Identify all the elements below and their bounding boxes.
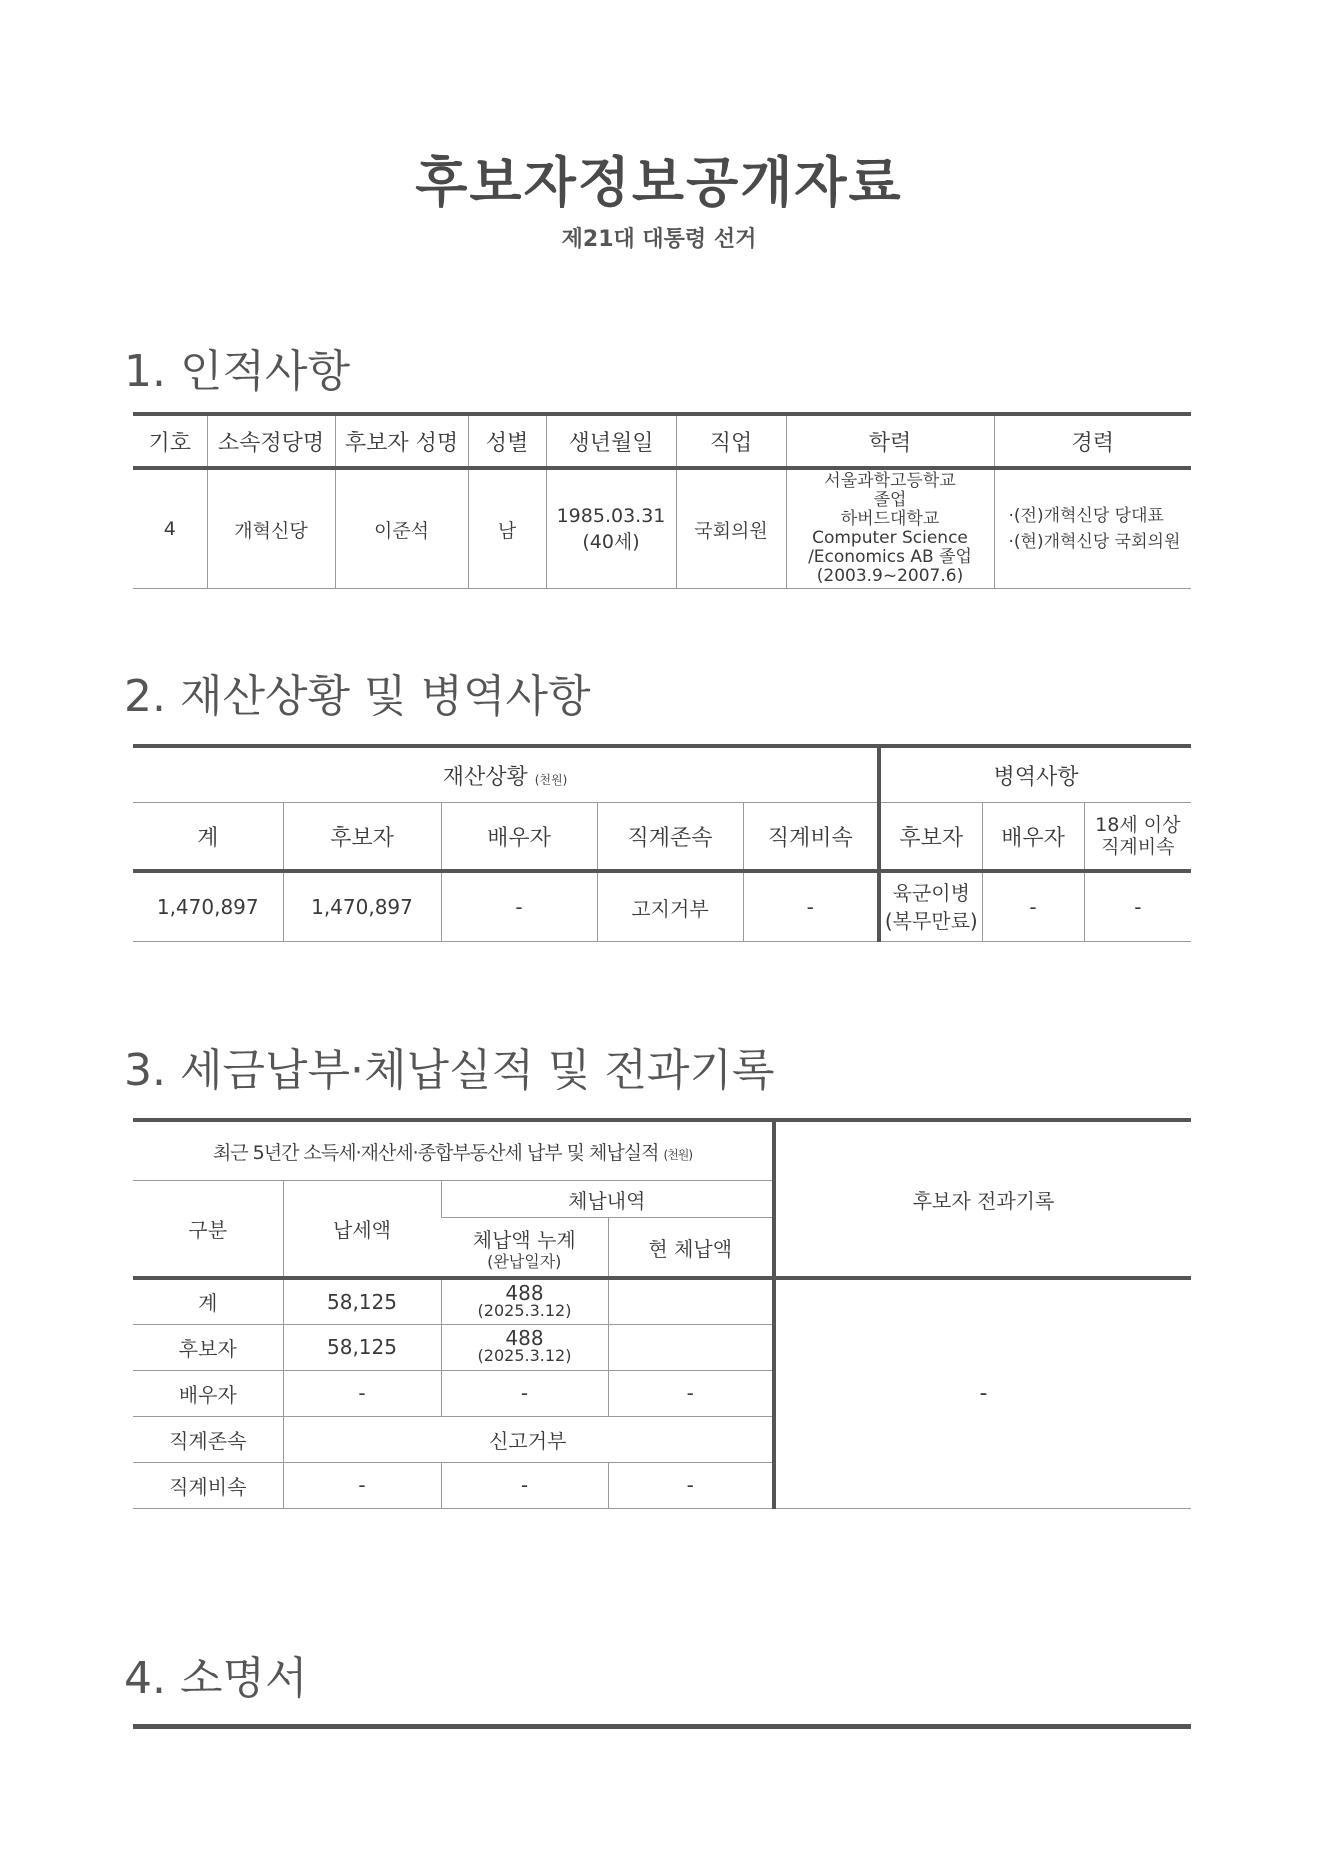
tax-group-label: 최근 5년간 소득세·재산세·종합부동산세 납부 및 체납실적 xyxy=(212,1141,659,1164)
military-spouse: - xyxy=(982,871,1084,942)
education-line: /Economics AB 졸업 xyxy=(808,547,972,567)
header-name: 후보자 성명 xyxy=(335,414,468,468)
tax-row-cumulative xyxy=(441,1278,608,1324)
military-header-descendant xyxy=(1084,803,1191,872)
tax-header-cumulative-sub: (완납일자) xyxy=(487,1251,562,1271)
assets-unit: (천원) xyxy=(534,772,568,787)
tax-row-label: 계 xyxy=(133,1278,283,1324)
assets-group-header xyxy=(133,746,879,803)
tax-row-cumulative: - xyxy=(441,1462,608,1508)
tax-table xyxy=(133,1118,1191,1509)
assets-header-candidate: 후보자 xyxy=(283,803,441,872)
military-candidate xyxy=(879,871,982,942)
education-line: (2003.9~2007.6) xyxy=(816,566,964,586)
header-gender: 성별 xyxy=(468,414,546,468)
tax-header-arrears: 체납내역 xyxy=(441,1181,774,1218)
age: (40세) xyxy=(582,530,640,553)
assets-candidate: 1,470,897 xyxy=(283,871,441,942)
candidate-number: 4 xyxy=(133,468,207,589)
tax-row-current xyxy=(608,1278,774,1324)
candidate-education xyxy=(786,468,994,589)
tax-row-paid: - xyxy=(283,1370,441,1416)
cumulative-amount: 488 xyxy=(505,1326,544,1350)
assets-group-label: 재산상황 xyxy=(442,764,528,790)
tax-row-label: 후보자 xyxy=(133,1324,283,1370)
section-heading-tax: 3. 세금납부·체납실적 및 전과기록 xyxy=(124,1045,775,1096)
criminal-record-header: 후보자 전과기록 xyxy=(774,1120,1191,1278)
birth-date: 1985.03.31 xyxy=(556,504,666,527)
assets-header-descendant: 직계비속 xyxy=(743,803,879,872)
tax-header-current: 현 체납액 xyxy=(608,1218,774,1279)
tax-row-paid: 58,125 xyxy=(283,1324,441,1370)
header-occupation: 직업 xyxy=(676,414,786,468)
cumulative-amount: 488 xyxy=(505,1280,544,1305)
candidate-party: 개혁신당 xyxy=(207,468,335,589)
assets-ascendant: 고지거부 xyxy=(597,871,743,942)
section-heading-assets: 2. 재산상황 및 병역사항 xyxy=(124,671,591,722)
education-line: 서울과학고등학교 xyxy=(824,471,956,491)
tax-row-label: 직계비속 xyxy=(133,1462,283,1508)
career-line: ·(전)개혁신당 당대표 xyxy=(1008,506,1164,526)
personal-info-table xyxy=(133,412,1191,589)
page-title: 후보자정보공개자료 xyxy=(415,151,903,214)
header-birth-date: 생년월일 xyxy=(546,414,676,468)
tax-header-cumulative xyxy=(441,1218,608,1279)
candidate-gender: 남 xyxy=(468,468,546,589)
section-divider xyxy=(133,1724,1191,1729)
assets-header-ascendant: 직계존속 xyxy=(597,803,743,872)
header-education: 학력 xyxy=(786,414,994,468)
criminal-record-value: - xyxy=(774,1278,1191,1508)
assets-total: 1,470,897 xyxy=(133,871,283,942)
candidate-career xyxy=(994,468,1191,589)
cumulative-date: (2025.3.12) xyxy=(477,1300,572,1320)
tax-group-header xyxy=(133,1120,774,1181)
military-candidate-line: (복무만료) xyxy=(884,909,978,933)
candidate-birth xyxy=(546,468,676,589)
tax-row-label: 배우자 xyxy=(133,1370,283,1416)
tax-row-merged: 신고거부 xyxy=(283,1416,774,1462)
education-line: 졸업 xyxy=(873,490,907,510)
cumulative-date: (2025.3.12) xyxy=(477,1346,572,1365)
candidate-name: 이준석 xyxy=(335,468,468,589)
education-line: 하버드대학교 xyxy=(840,509,940,529)
tax-row-current: - xyxy=(608,1462,774,1508)
tax-row-paid: - xyxy=(283,1462,441,1508)
assets-descendant: - xyxy=(743,871,879,942)
tax-header-cumulative-label: 체납액 누계 xyxy=(472,1227,576,1252)
tax-header-paid: 납세액 xyxy=(283,1181,441,1279)
assets-military-table xyxy=(133,744,1191,942)
tax-header-category: 구분 xyxy=(133,1181,283,1279)
military-candidate-line: 육군이병 xyxy=(892,881,970,905)
candidate-occupation: 국회의원 xyxy=(676,468,786,589)
tax-row-cumulative: - xyxy=(441,1370,608,1416)
career-line: ·(현)개혁신당 국회의원 xyxy=(1008,532,1181,552)
military-header-descendant-line: 18세 이상 xyxy=(1095,814,1181,836)
assets-header-total: 계 xyxy=(133,803,283,872)
tax-unit: (천원) xyxy=(663,1147,693,1162)
assets-header-spouse: 배우자 xyxy=(441,803,597,872)
tax-row-paid: 58,125 xyxy=(283,1278,441,1324)
tax-row-label: 직계존속 xyxy=(133,1416,283,1462)
tax-row-current: - xyxy=(608,1370,774,1416)
military-header-candidate: 후보자 xyxy=(879,803,982,872)
header-career: 경력 xyxy=(994,414,1191,468)
education-line: Computer Science xyxy=(812,528,968,548)
military-descendant: - xyxy=(1084,871,1191,942)
section-heading-statement: 4. 소명서 xyxy=(124,1653,308,1704)
assets-spouse: - xyxy=(441,871,597,942)
tax-row-cumulative xyxy=(441,1324,608,1370)
header-party: 소속정당명 xyxy=(207,414,335,468)
military-group-header: 병역사항 xyxy=(879,746,1191,803)
military-header-spouse: 배우자 xyxy=(982,803,1084,872)
tax-row-current xyxy=(608,1324,774,1370)
header-number: 기호 xyxy=(133,414,207,468)
section-heading-personal: 1. 인적사항 xyxy=(124,346,350,397)
military-header-descendant-line: 직계비속 xyxy=(1101,836,1175,858)
page-subtitle: 제21대 대통령 선거 xyxy=(561,227,757,252)
